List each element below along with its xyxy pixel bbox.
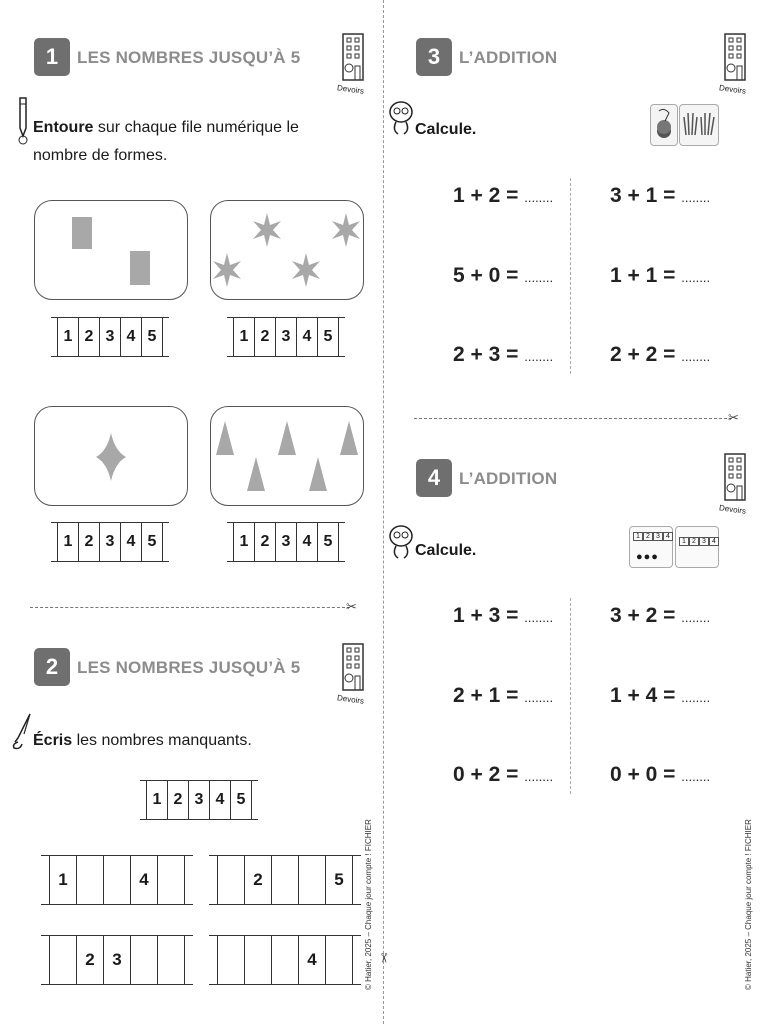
- shape-box-squares: [34, 200, 188, 300]
- number-cell[interactable]: 5: [325, 855, 353, 905]
- devoirs-label: Devoirs: [336, 83, 365, 96]
- number-cell[interactable]: [271, 935, 298, 985]
- number-cell[interactable]: [76, 855, 103, 905]
- number-cell[interactable]: 2: [76, 935, 103, 985]
- horizontal-cut-line-left: [30, 607, 350, 608]
- sparkle-shape: [96, 433, 126, 481]
- instruction-verb: Entoure: [33, 119, 94, 136]
- missing-numbers-row: [217, 935, 353, 985]
- credit-text: © Hatier, 2025 – Chaque jour compte ! FICHIER: [364, 819, 373, 990]
- coins-icon: [650, 104, 678, 146]
- devoirs-label: Devoirs: [336, 693, 365, 706]
- exercise-number-badge: 3: [416, 38, 452, 76]
- building-icon: [718, 452, 750, 516]
- scissors-icon: ✂: [346, 599, 357, 614]
- number-cell[interactable]: [157, 855, 185, 905]
- triangle-shape: [278, 421, 296, 455]
- shape-box-triangles: [210, 406, 364, 506]
- strip-cell[interactable]: 1: [233, 522, 254, 562]
- strip-cell[interactable]: 5: [141, 317, 163, 357]
- shape-box-stars: [210, 200, 364, 300]
- instruction-text: Calcule.: [415, 542, 477, 559]
- missing-numbers-row: [49, 935, 185, 985]
- instruction-text: [33, 727, 343, 755]
- instruction-rest: sur chaque file numérique le nombre de formes.: [33, 119, 299, 164]
- addition-item[interactable]: 0 + 0 = ........: [610, 763, 711, 786]
- number-line-dots-icon: 1 2 3 4 ●●●: [629, 526, 673, 568]
- star-shape: [292, 253, 320, 287]
- hands-icon: [679, 104, 719, 146]
- exercise-number-badge: 1: [34, 38, 70, 76]
- addition-item[interactable]: 3 + 2 = ........: [610, 604, 711, 627]
- triangle-shape: [247, 457, 265, 491]
- model-number-strip: [146, 780, 252, 820]
- strip-cell[interactable]: 4: [120, 317, 141, 357]
- missing-numbers-row: [49, 855, 185, 905]
- star-shape: [332, 213, 360, 247]
- strip-cell[interactable]: 4: [296, 522, 317, 562]
- exercise-title: LES NOMBRES JUSQU’À 5: [77, 658, 301, 677]
- number-cell[interactable]: 2: [244, 855, 271, 905]
- number-strip: [57, 522, 163, 562]
- devoirs-label: Devoirs: [718, 83, 747, 96]
- credit-text: © Hatier, 2025 – Chaque jour compte ! FICHIER: [744, 819, 753, 990]
- devoirs-label: Devoirs: [718, 503, 747, 516]
- addition-item[interactable]: 2 + 1 = ........: [453, 684, 554, 707]
- number-cell[interactable]: [298, 855, 325, 905]
- square-shape: [72, 217, 92, 249]
- instruction-verb: Écris: [33, 732, 73, 749]
- addition-item[interactable]: 1 + 4 = ........: [610, 684, 711, 707]
- number-strip: [233, 522, 339, 562]
- star-shape: [253, 213, 281, 247]
- pencil-icon: [14, 96, 32, 151]
- strip-cell[interactable]: 3: [275, 522, 296, 562]
- owl-icon: [388, 522, 414, 567]
- strip-cell[interactable]: 5: [317, 522, 339, 562]
- column-separator: [570, 178, 571, 374]
- owl-icon: [388, 98, 414, 143]
- quill-icon: [10, 712, 34, 755]
- strip-cell[interactable]: 2: [78, 522, 99, 562]
- number-cell[interactable]: 3: [103, 935, 130, 985]
- addition-item[interactable]: 1 + 3 = ........: [453, 604, 554, 627]
- addition-item[interactable]: 1 + 1 = ........: [610, 264, 711, 287]
- strip-cell: 2: [167, 780, 188, 820]
- instruction-rest: les nombres manquants.: [72, 732, 252, 749]
- number-cell[interactable]: [217, 935, 244, 985]
- strip-cell[interactable]: 2: [78, 317, 99, 357]
- exercise-title: L’ADDITION: [459, 469, 558, 488]
- number-cell[interactable]: [325, 935, 353, 985]
- strip-cell[interactable]: 5: [317, 317, 339, 357]
- number-cell[interactable]: [271, 855, 298, 905]
- number-cell[interactable]: 1: [49, 855, 76, 905]
- strip-cell[interactable]: 3: [275, 317, 296, 357]
- triangle-shape: [309, 457, 327, 491]
- building-icon: [336, 642, 368, 706]
- scissors-icon: ✂: [728, 410, 739, 425]
- number-cell[interactable]: [217, 855, 244, 905]
- strip-cell[interactable]: 2: [254, 317, 275, 357]
- number-strip: [57, 317, 163, 357]
- addition-item[interactable]: 0 + 2 = ........: [453, 763, 554, 786]
- strip-cell[interactable]: 1: [57, 522, 78, 562]
- addition-item[interactable]: 3 + 1 = ........: [610, 184, 711, 207]
- number-cell[interactable]: [103, 855, 130, 905]
- instruction-text: Calcule.: [415, 121, 477, 138]
- number-cell[interactable]: [244, 935, 271, 985]
- number-cell[interactable]: [49, 935, 76, 985]
- strip-cell[interactable]: 5: [141, 522, 163, 562]
- column-separator: [570, 598, 571, 794]
- addition-item[interactable]: 1 + 2 = ........: [453, 184, 554, 207]
- instruction-text: [33, 114, 343, 170]
- triangle-shape: [340, 421, 358, 455]
- strip-cell[interactable]: 1: [233, 317, 254, 357]
- number-line-icon: 1 2 3 4: [675, 526, 719, 568]
- star-shape: [213, 253, 241, 287]
- missing-numbers-row: [217, 855, 353, 905]
- horizontal-cut-line-right: [414, 418, 732, 419]
- number-cell[interactable]: [157, 935, 185, 985]
- building-icon: [336, 32, 368, 96]
- number-strip: [233, 317, 339, 357]
- addition-item[interactable]: 2 + 2 = ........: [610, 343, 711, 366]
- strip-cell[interactable]: 4: [296, 317, 317, 357]
- exercise-number-badge: 4: [416, 459, 452, 497]
- number-cell[interactable]: 4: [298, 935, 325, 985]
- strip-cell[interactable]: 3: [99, 317, 120, 357]
- strip-cell: 5: [230, 780, 252, 820]
- square-shape: [130, 251, 150, 285]
- addition-item[interactable]: 2 + 3 = ........: [453, 343, 554, 366]
- triangle-shape: [216, 421, 234, 455]
- shape-box-sparkle: [34, 406, 188, 506]
- strip-cell: 4: [209, 780, 230, 820]
- number-cell[interactable]: 4: [130, 855, 157, 905]
- strip-cell: 1: [146, 780, 167, 820]
- strip-cell[interactable]: 1: [57, 317, 78, 357]
- strip-cell[interactable]: 2: [254, 522, 275, 562]
- exercise-number-badge: 2: [34, 648, 70, 686]
- number-cell[interactable]: [130, 935, 157, 985]
- strip-cell: 3: [188, 780, 209, 820]
- strip-cell[interactable]: 3: [99, 522, 120, 562]
- building-icon: [718, 32, 750, 96]
- strip-cell[interactable]: 4: [120, 522, 141, 562]
- vertical-cut-line: [383, 0, 384, 1024]
- addition-item[interactable]: 5 + 0 = ........: [453, 264, 554, 287]
- exercise-title: LES NOMBRES JUSQU’À 5: [77, 48, 301, 67]
- exercise-title: L’ADDITION: [459, 48, 558, 67]
- scissors-icon: ✂: [376, 952, 392, 964]
